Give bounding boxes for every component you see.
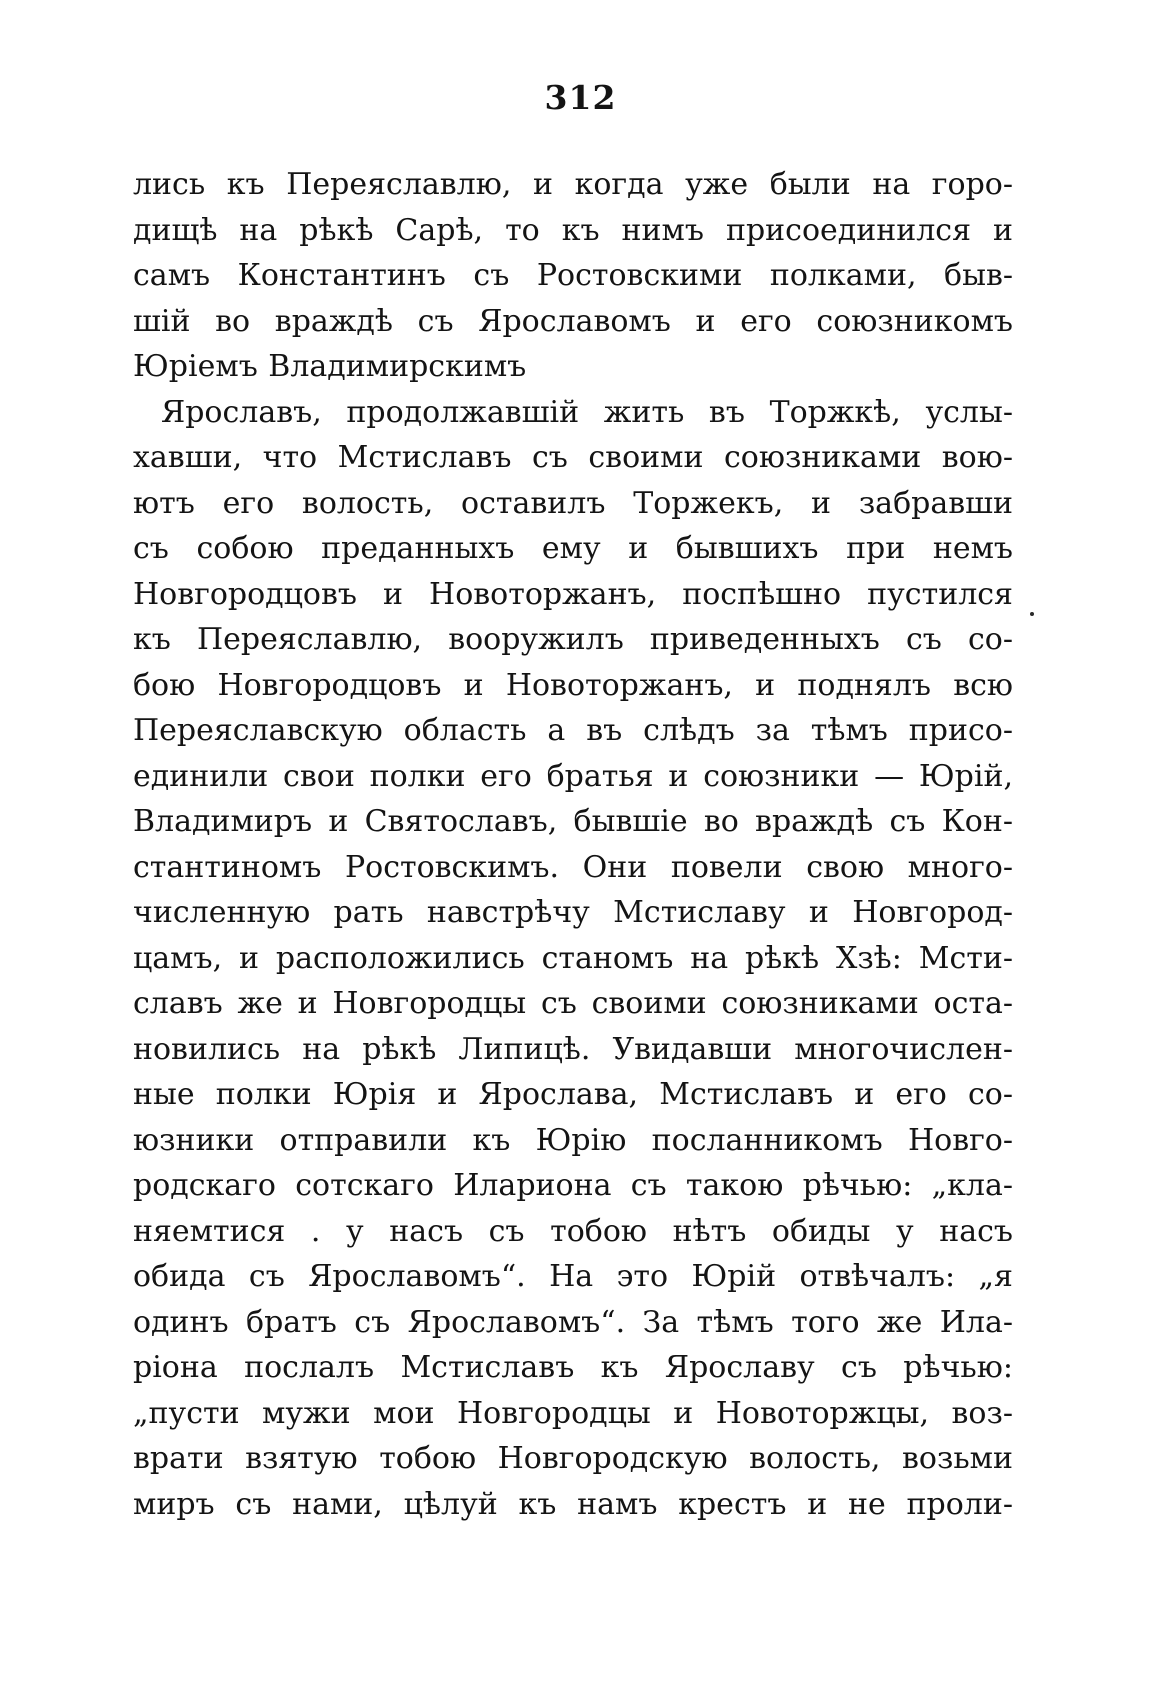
scan-speck: [1030, 612, 1034, 616]
text-line: юзники отправили къ Юрію посланникомъ Новго-: [133, 1122, 1013, 1158]
text-line: хавши, что Мстиславъ съ своими союзниками вою-: [133, 440, 1013, 475]
text-line: новились на рѣкѣ Липицѣ. Увидавши многочислен-: [133, 1031, 1013, 1067]
text-line: бою Новгородцовъ и Новоторжанъ, и поднялъ всю: [133, 667, 1013, 703]
text-line: дищѣ на рѣкѣ Сарѣ, то къ нимъ присоединился и: [133, 212, 1013, 248]
text-line: родскаго сотскаго Илариона съ такою рѣчью: „кла-: [133, 1168, 1013, 1203]
text-line: врати взятую тобою Новгородскую волость, возьми: [133, 1441, 1013, 1476]
text-line: Юріемъ Владимирскимъ: [133, 349, 527, 384]
text-line: ютъ его волость, оставилъ Торжекъ, и забравши: [133, 485, 1013, 521]
text-line: къ Переяславлю, вооружилъ приведенныхъ съ со-: [133, 622, 1013, 657]
page-number: 312: [544, 78, 617, 117]
text-line: единили свои полки его братья и союзники — Юрій,: [133, 758, 1013, 794]
paragraph-first-line: Ярославъ, продолжавшій жить въ Торжкѣ, услы-: [161, 394, 1013, 430]
text-line: Владимиръ и Святославъ, бывшіе во враждѣ съ Кон-: [133, 804, 1013, 839]
text-line: „пусти мужи мои Новгородцы и Новоторжцы, воз-: [133, 1395, 1013, 1431]
text-line: Новгородцовъ и Новоторжанъ, поспѣшно пустился: [133, 576, 1013, 612]
text-line: ные полки Юрія и Ярослава, Мстиславъ и его со-: [133, 1077, 1013, 1112]
text-line: славъ же и Новгородцы съ своими союзниками оста-: [133, 986, 1013, 1021]
text-line: шій во враждѣ съ Ярославомъ и его союзникомъ: [133, 303, 1013, 339]
text-line: самъ Константинъ съ Ростовскими полками, быв-: [133, 258, 1013, 293]
text-line: стантиномъ Ростовскимъ. Они повели свою много-: [133, 849, 1013, 885]
text-line: одинъ братъ съ Ярославомъ“. За тѣмъ того же Ила-: [133, 1304, 1013, 1340]
body-text: [133, 162, 1013, 1527]
text-line: няемтися . у насъ съ тобою нѣтъ обиды у насъ: [133, 1213, 1013, 1249]
text-line: миръ съ нами, цѣлуй къ намъ крестъ и не проли-: [133, 1486, 1013, 1522]
text-line: лись къ Переяславлю, и когда уже были на горо-: [133, 167, 1013, 202]
text-line: цамъ, и расположились станомъ на рѣкѣ Хзѣ: Мсти-: [133, 940, 1013, 976]
text-line: ріона послалъ Мстиславъ къ Ярославу съ рѣчью:: [133, 1350, 1013, 1385]
text-line: съ собою преданныхъ ему и бывшихъ при немъ: [133, 531, 1013, 566]
text-line: обида съ Ярославомъ“. На это Юрій отвѣчалъ: „я: [133, 1259, 1013, 1294]
text-line: численную рать навстрѣчу Мстиславу и Новгород-: [133, 895, 1013, 930]
text-line: Переяславскую область а въ слѣдъ за тѣмъ присо-: [133, 713, 1013, 748]
